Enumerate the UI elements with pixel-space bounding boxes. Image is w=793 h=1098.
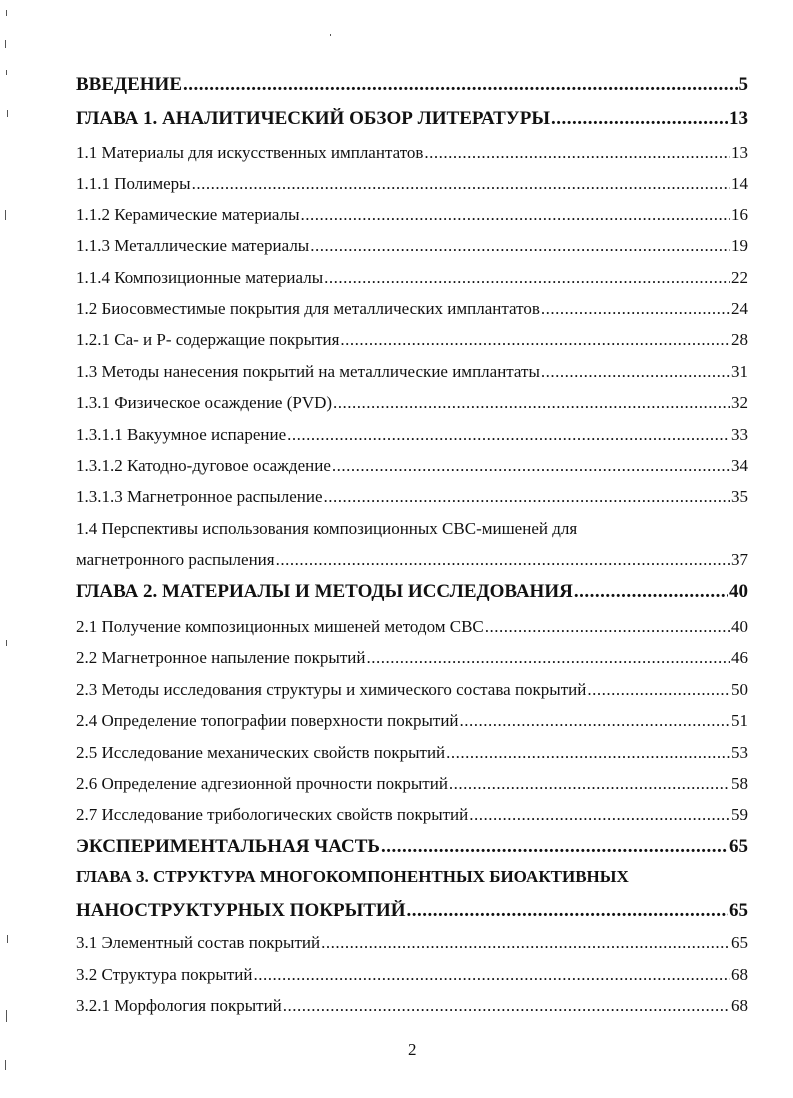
- toc-dot-leader: [283, 996, 730, 1016]
- toc-entry-page: 65: [729, 900, 748, 921]
- toc-entry-title: 3.2 Структура покрытий: [76, 965, 253, 984]
- toc-entry-page: 53: [731, 743, 748, 762]
- scan-speck: [7, 110, 8, 117]
- toc-dot-leader: [424, 143, 730, 163]
- toc-entry-page: 40: [731, 617, 748, 636]
- toc-entry-title: 2.3 Методы исследования структуры и химического состава покрытий: [76, 680, 587, 699]
- toc-entry-page: 68: [731, 965, 748, 984]
- scan-speck: [7, 935, 8, 943]
- toc-entry-title: 1.2.1 Са- и Р- содержащие покрытия: [76, 330, 340, 349]
- toc-entry-experimental-part: [76, 836, 748, 858]
- scan-speck: [6, 1010, 7, 1022]
- toc-entry-page: 51: [731, 711, 748, 730]
- page-number: 2: [408, 1040, 417, 1059]
- toc-entry: [76, 268, 748, 288]
- toc-entry-title: ГЛАВА 2. МАТЕРИАЛЫ И МЕТОДЫ ИССЛЕДОВАНИЯ: [76, 581, 573, 602]
- toc-entry-title: 1.1.3 Металлические материалы: [76, 236, 310, 255]
- toc-dot-leader: [381, 836, 728, 858]
- toc-entry-page: 68: [731, 996, 748, 1015]
- toc-entry-chapter-3: [76, 900, 748, 922]
- toc-dot-leader: [276, 550, 730, 570]
- toc-entry-page: 28: [731, 330, 748, 349]
- toc-dot-leader: [469, 805, 730, 825]
- toc-entry-page: 58: [731, 774, 748, 793]
- toc-entry-page: 59: [731, 805, 748, 824]
- toc-entry-title: ВВЕДЕНИЕ: [76, 74, 182, 95]
- toc-entry-title: 1.3.1.3 Магнетронное распыление: [76, 487, 323, 506]
- toc-entry: [76, 236, 748, 256]
- toc-entry-page: 22: [731, 268, 748, 287]
- toc-entry-title: 1.1.1 Полимеры: [76, 174, 191, 193]
- toc-entry: [76, 933, 748, 953]
- toc-entry-chapter-2: [76, 581, 748, 603]
- toc-entry: [76, 743, 748, 763]
- toc-entry-page: 31: [731, 362, 748, 381]
- toc-entry-chapter-3-line1: ГЛАВА 3. СТРУКТУРА МНОГОКОМПОНЕНТНЫХ БИОАКТИВНЫХ: [76, 867, 629, 886]
- toc-dot-leader: [333, 393, 730, 413]
- toc-entry-page: 16: [731, 205, 748, 224]
- toc-entry: [76, 996, 748, 1016]
- toc-entry-title: 1.3.1.1 Вакуумное испарение: [76, 425, 287, 444]
- toc-entry-introduction: [76, 74, 748, 96]
- toc-entry-title: 1.1.4 Композиционные материалы: [76, 268, 324, 287]
- toc-dot-leader: [332, 456, 730, 476]
- scan-speck: [5, 40, 6, 48]
- toc-entry-page: 35: [731, 487, 748, 506]
- toc-entry-title: 2.4 Определение топографии поверхности покрытий: [76, 711, 459, 730]
- toc-entry-title: 1.3.1 Физическое осаждение (PVD): [76, 393, 333, 412]
- toc-dot-leader: [485, 617, 730, 637]
- toc-entry-page: 34: [731, 456, 748, 475]
- toc-entry-title: магнетронного распыления: [76, 550, 275, 569]
- toc-entry-title: 1.3 Методы нанесения покрытий на металлические имплантаты: [76, 362, 540, 381]
- toc-entry-title-line1: 1.4 Перспективы использования композиционных СВС-мишеней для: [76, 519, 578, 538]
- toc-entry: [76, 299, 748, 319]
- toc-entry: [76, 487, 748, 507]
- toc-entry: [76, 805, 748, 825]
- toc-dot-leader: [366, 648, 730, 668]
- toc-dot-leader: [192, 174, 730, 194]
- toc-entry: [76, 680, 748, 700]
- toc-entry-page: 65: [729, 836, 748, 857]
- toc-dot-leader: [324, 268, 730, 288]
- toc-dot-leader: [301, 205, 730, 225]
- toc-entry: [76, 393, 748, 413]
- toc-dot-leader: [574, 581, 728, 603]
- toc-entry: [76, 774, 748, 794]
- toc-entry-title: 2.2 Магнетронное напыление покрытий: [76, 648, 366, 667]
- toc-entry-page: 32: [731, 393, 748, 412]
- toc-entry: [76, 711, 748, 731]
- toc-dot-leader: [287, 425, 730, 445]
- toc-entry-page: 40: [729, 581, 748, 602]
- toc-entry-title: ЭКСПЕРИМЕНТАЛЬНАЯ ЧАСТЬ: [76, 836, 380, 857]
- toc-dot-leader: [446, 743, 730, 763]
- toc-entry: [76, 330, 748, 350]
- toc-entry-page: 65: [731, 933, 748, 952]
- scan-speck: [6, 70, 7, 75]
- toc-entry-page: 13: [729, 108, 748, 129]
- scan-speck: [6, 10, 7, 16]
- toc-entry: [76, 143, 748, 163]
- toc-entry: [76, 648, 748, 668]
- toc-entry: [76, 617, 748, 637]
- toc-dot-leader: [541, 362, 730, 382]
- toc-entry-page: 37: [731, 550, 748, 569]
- toc-entry-chapter-1: [76, 108, 748, 130]
- toc-entry-title: ГЛАВА 1. АНАЛИТИЧЕСКИЙ ОБЗОР ЛИТЕРАТУРЫ: [76, 108, 550, 129]
- toc-entry-page: 24: [731, 299, 748, 318]
- toc-entry-title: 2.7 Исследование трибологических свойств покрытий: [76, 805, 469, 824]
- toc-entry-page: 46: [731, 648, 748, 667]
- scan-speck: [5, 210, 6, 220]
- toc-entry: [76, 205, 748, 225]
- toc-dot-leader: [324, 487, 731, 507]
- toc-dot-leader: [407, 900, 729, 922]
- toc-dot-leader: [183, 74, 738, 96]
- toc-entry: [76, 965, 748, 985]
- toc-entry: [76, 425, 748, 445]
- scan-speck: [330, 34, 331, 36]
- toc-entry: [76, 174, 748, 194]
- toc-dot-leader: [310, 236, 730, 256]
- toc-entry: [76, 550, 748, 570]
- toc-dot-leader: [460, 711, 730, 731]
- toc-entry-title: 3.2.1 Морфология покрытий: [76, 996, 282, 1015]
- toc-entry-page: 19: [731, 236, 748, 255]
- toc-dot-leader: [253, 965, 730, 985]
- toc-dot-leader: [340, 330, 730, 350]
- toc-entry-page: 14: [731, 174, 748, 193]
- toc-entry-page: 5: [738, 74, 748, 95]
- toc-entry-title: НАНОСТРУКТУРНЫХ ПОКРЫТИЙ: [76, 900, 406, 921]
- toc-dot-leader: [551, 108, 728, 130]
- toc-entry-title: 1.1 Материалы для искусственных имплантатов: [76, 143, 424, 162]
- toc-entry: [76, 456, 748, 476]
- toc-entry-title: 1.3.1.2 Катодно-дуговое осаждение: [76, 456, 331, 475]
- toc-entry-page: 50: [731, 680, 748, 699]
- toc-entry-title: 2.1 Получение композиционных мишеней методом СВС: [76, 617, 484, 636]
- toc-dot-leader: [587, 680, 730, 700]
- toc-dot-leader: [541, 299, 730, 319]
- toc-entry-page: 13: [731, 143, 748, 162]
- toc-entry-title: 2.5 Исследование механических свойств покрытий: [76, 743, 446, 762]
- toc-dot-leader: [321, 933, 730, 953]
- toc-dot-leader: [449, 774, 730, 794]
- toc-entry-title: 1.2 Биосовместимые покрытия для металлических имплантатов: [76, 299, 540, 318]
- toc-entry-title: 3.1 Элементный состав покрытий: [76, 933, 321, 952]
- toc-entry: [76, 362, 748, 382]
- scan-speck: [5, 1060, 6, 1070]
- toc-entry-page: 33: [731, 425, 748, 444]
- scan-speck: [6, 640, 7, 646]
- toc-entry-title: 2.6 Определение адгезионной прочности покрытий: [76, 774, 448, 793]
- toc-entry-title: 1.1.2 Керамические материалы: [76, 205, 300, 224]
